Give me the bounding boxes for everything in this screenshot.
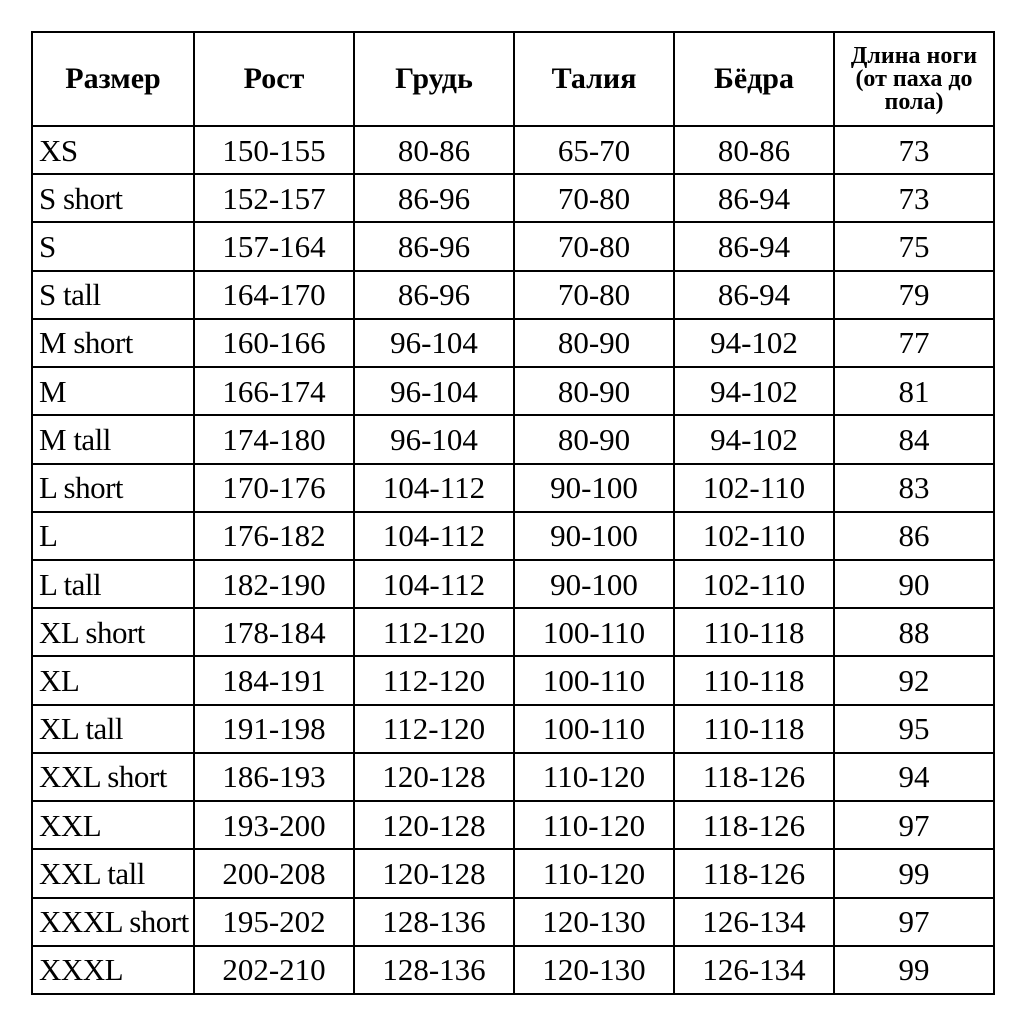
- table-row: [32, 415, 994, 463]
- leg-length-cell: 86: [834, 512, 994, 560]
- table-row: [32, 656, 994, 704]
- table-row: [32, 801, 994, 849]
- hips-cell: 94-102: [674, 367, 834, 415]
- leg-length-cell: 73: [834, 126, 994, 174]
- table-row: [32, 946, 994, 994]
- leg-length-cell: 79: [834, 271, 994, 319]
- height-cell: 157-164: [194, 222, 354, 270]
- chest-cell: 104-112: [354, 560, 514, 608]
- waist-cell: 80-90: [514, 319, 674, 367]
- leg-length-cell: 81: [834, 367, 994, 415]
- size-cell: S short: [32, 174, 194, 222]
- height-cell: 166-174: [194, 367, 354, 415]
- hips-cell: 102-110: [674, 512, 834, 560]
- leg-length-cell: 97: [834, 801, 994, 849]
- size-cell: M short: [32, 319, 194, 367]
- height-cell: 164-170: [194, 271, 354, 319]
- waist-cell: 100-110: [514, 705, 674, 753]
- header-leg-length: Длина ноги (от паха до пола): [834, 32, 994, 126]
- header-waist: Талия: [514, 32, 674, 126]
- hips-cell: 102-110: [674, 464, 834, 512]
- waist-cell: 90-100: [514, 512, 674, 560]
- height-cell: 184-191: [194, 656, 354, 704]
- hips-cell: 118-126: [674, 801, 834, 849]
- leg-length-cell: 97: [834, 898, 994, 946]
- waist-cell: 70-80: [514, 174, 674, 222]
- hips-cell: 118-126: [674, 753, 834, 801]
- table-row: [32, 705, 994, 753]
- size-cell: S: [32, 222, 194, 270]
- table-row: [32, 753, 994, 801]
- waist-cell: 110-120: [514, 801, 674, 849]
- table-row: [32, 271, 994, 319]
- table-header: [32, 32, 994, 126]
- hips-cell: 94-102: [674, 319, 834, 367]
- hips-cell: 118-126: [674, 849, 834, 897]
- height-cell: 178-184: [194, 608, 354, 656]
- hips-cell: 86-94: [674, 174, 834, 222]
- waist-cell: 65-70: [514, 126, 674, 174]
- table-row: [32, 560, 994, 608]
- table-row: [32, 464, 994, 512]
- waist-cell: 110-120: [514, 753, 674, 801]
- height-cell: 193-200: [194, 801, 354, 849]
- chest-cell: 112-120: [354, 608, 514, 656]
- height-cell: 152-157: [194, 174, 354, 222]
- table-row: [32, 608, 994, 656]
- waist-cell: 100-110: [514, 608, 674, 656]
- header-size: Размер: [32, 32, 194, 126]
- leg-length-cell: 92: [834, 656, 994, 704]
- chest-cell: 104-112: [354, 464, 514, 512]
- hips-cell: 86-94: [674, 222, 834, 270]
- leg-length-cell: 88: [834, 608, 994, 656]
- leg-length-cell: 75: [834, 222, 994, 270]
- waist-cell: 80-90: [514, 367, 674, 415]
- height-cell: 174-180: [194, 415, 354, 463]
- hips-cell: 126-134: [674, 898, 834, 946]
- size-cell: XXL short: [32, 753, 194, 801]
- size-cell: L tall: [32, 560, 194, 608]
- chest-cell: 96-104: [354, 367, 514, 415]
- leg-length-cell: 83: [834, 464, 994, 512]
- chest-cell: 120-128: [354, 801, 514, 849]
- chest-cell: 120-128: [354, 753, 514, 801]
- waist-cell: 120-130: [514, 898, 674, 946]
- waist-cell: 100-110: [514, 656, 674, 704]
- waist-cell: 90-100: [514, 464, 674, 512]
- table-row: [32, 849, 994, 897]
- chest-cell: 104-112: [354, 512, 514, 560]
- size-cell: L short: [32, 464, 194, 512]
- hips-cell: 126-134: [674, 946, 834, 994]
- chest-cell: 96-104: [354, 415, 514, 463]
- height-cell: 202-210: [194, 946, 354, 994]
- height-cell: 170-176: [194, 464, 354, 512]
- height-cell: 191-198: [194, 705, 354, 753]
- chest-cell: 128-136: [354, 898, 514, 946]
- chest-cell: 120-128: [354, 849, 514, 897]
- hips-cell: 86-94: [674, 271, 834, 319]
- leg-length-cell: 99: [834, 946, 994, 994]
- chest-cell: 80-86: [354, 126, 514, 174]
- size-chart-table: [31, 31, 995, 995]
- leg-length-cell: 94: [834, 753, 994, 801]
- table-row: [32, 512, 994, 560]
- waist-cell: 90-100: [514, 560, 674, 608]
- hips-cell: 110-118: [674, 608, 834, 656]
- hips-cell: 94-102: [674, 415, 834, 463]
- height-cell: 186-193: [194, 753, 354, 801]
- waist-cell: 120-130: [514, 946, 674, 994]
- size-cell: XXXL: [32, 946, 194, 994]
- height-cell: 176-182: [194, 512, 354, 560]
- waist-cell: 70-80: [514, 271, 674, 319]
- size-cell: XXL: [32, 801, 194, 849]
- chest-cell: 128-136: [354, 946, 514, 994]
- size-cell: M: [32, 367, 194, 415]
- leg-length-cell: 90: [834, 560, 994, 608]
- height-cell: 200-208: [194, 849, 354, 897]
- table-row: [32, 367, 994, 415]
- height-cell: 195-202: [194, 898, 354, 946]
- chest-cell: 112-120: [354, 705, 514, 753]
- height-cell: 160-166: [194, 319, 354, 367]
- table-row: [32, 319, 994, 367]
- header-height: Рост: [194, 32, 354, 126]
- chest-cell: 86-96: [354, 271, 514, 319]
- table-row: [32, 222, 994, 270]
- size-cell: M tall: [32, 415, 194, 463]
- size-cell: L: [32, 512, 194, 560]
- table-row: [32, 898, 994, 946]
- size-cell: XL tall: [32, 705, 194, 753]
- size-cell: XL short: [32, 608, 194, 656]
- height-cell: 182-190: [194, 560, 354, 608]
- chest-cell: 112-120: [354, 656, 514, 704]
- table-row: [32, 174, 994, 222]
- hips-cell: 80-86: [674, 126, 834, 174]
- table-row: [32, 126, 994, 174]
- header-chest: Грудь: [354, 32, 514, 126]
- size-cell: XXXL short: [32, 898, 194, 946]
- hips-cell: 110-118: [674, 656, 834, 704]
- leg-length-cell: 77: [834, 319, 994, 367]
- leg-length-cell: 84: [834, 415, 994, 463]
- table-body: [32, 126, 994, 994]
- waist-cell: 110-120: [514, 849, 674, 897]
- header-row: [32, 32, 994, 126]
- chest-cell: 96-104: [354, 319, 514, 367]
- hips-cell: 102-110: [674, 560, 834, 608]
- header-hips: Бёдра: [674, 32, 834, 126]
- waist-cell: 80-90: [514, 415, 674, 463]
- size-cell: XXL tall: [32, 849, 194, 897]
- leg-length-cell: 99: [834, 849, 994, 897]
- size-cell: S tall: [32, 271, 194, 319]
- chest-cell: 86-96: [354, 222, 514, 270]
- hips-cell: 110-118: [674, 705, 834, 753]
- leg-length-cell: 73: [834, 174, 994, 222]
- size-cell: XL: [32, 656, 194, 704]
- chest-cell: 86-96: [354, 174, 514, 222]
- waist-cell: 70-80: [514, 222, 674, 270]
- size-cell: XS: [32, 126, 194, 174]
- height-cell: 150-155: [194, 126, 354, 174]
- leg-length-cell: 95: [834, 705, 994, 753]
